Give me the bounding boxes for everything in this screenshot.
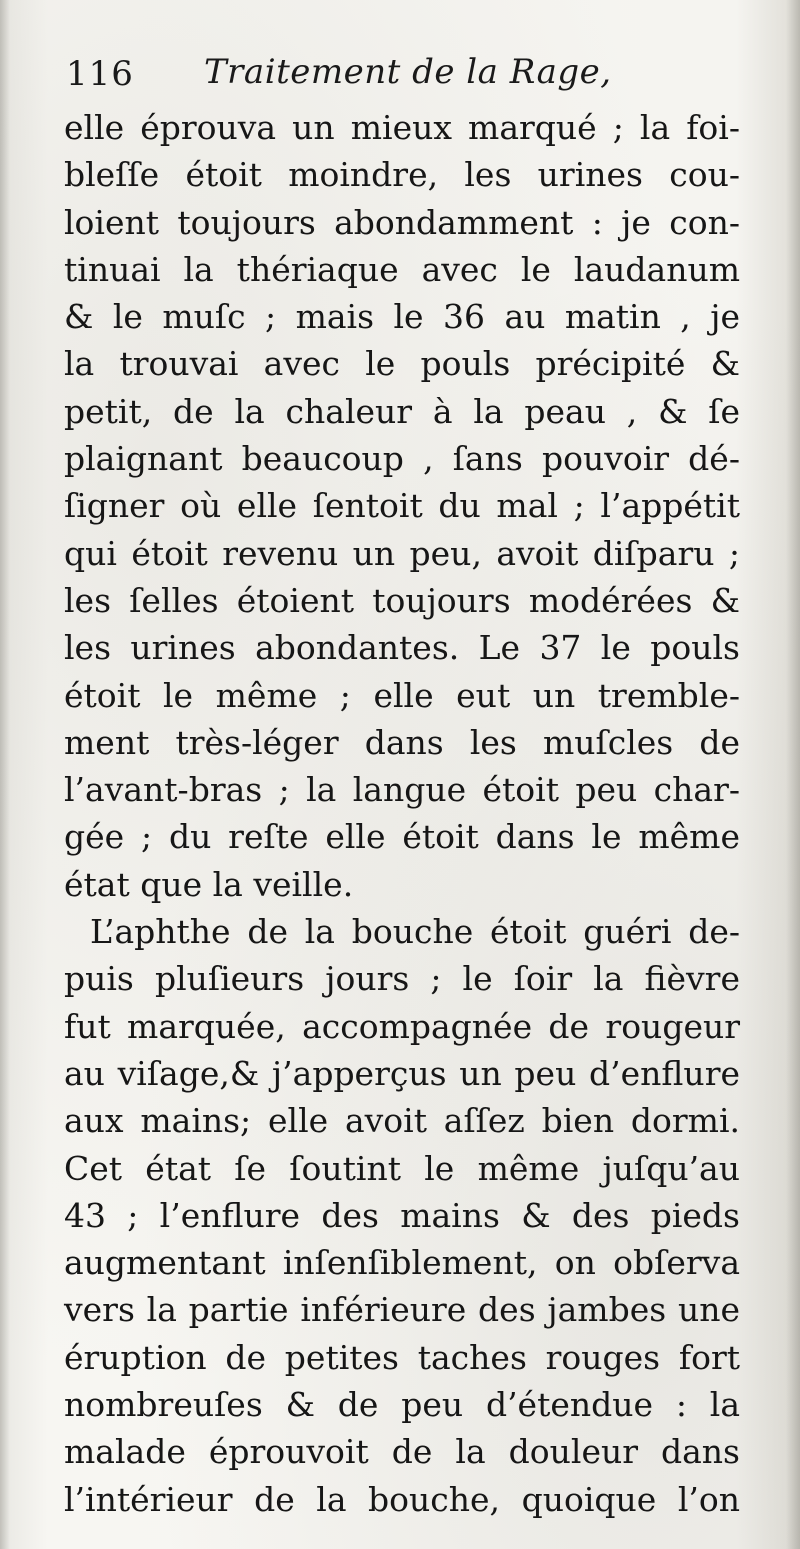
text-line: Cet état ſe ſoutint le même juſqu’au: [64, 1148, 740, 1188]
text-line: petit, de la chaleur à la peau , & ſe: [64, 391, 740, 431]
text-line: les ſelles étoient toujours modérées &: [64, 580, 740, 620]
text-line: ment très-léger dans les muſcles de: [64, 722, 740, 762]
text-line: fut marquée, accompagnée de rougeur: [64, 1006, 740, 1046]
text-line: augmentant inſenſiblement, on obſerva: [64, 1243, 740, 1283]
text-line: la trouvai avec le pouls précipité &: [64, 344, 740, 384]
text-line: état que la veille.: [64, 864, 354, 904]
text-line: malade éprouvoit de la douleur dans: [64, 1432, 740, 1472]
text-line: les urines abondantes. Le 37 le pouls: [64, 628, 740, 668]
text-line: l’intérieur de la bouche, quoique l’on: [64, 1479, 740, 1519]
text-line: L’aphthe de la bouche étoit guéri de-: [90, 912, 740, 952]
page-number: 116: [66, 54, 134, 94]
text-line: & le muſc ; mais le 36 au matin , je: [64, 297, 740, 337]
page-edge-shadow-right: [786, 0, 800, 1549]
running-title: Traitement de la Rage,: [204, 52, 612, 92]
text-line: elle éprouva un mieux marqué ; la foi-: [64, 108, 740, 147]
page-edge-shadow-left: [0, 0, 10, 1549]
text-line: 43 ; l’enflure des mains & des pieds: [64, 1195, 740, 1235]
text-line: bleſſe étoit moindre, les urines cou-: [64, 155, 740, 195]
text-line: qui étoit revenu un peu, avoit diſparu ;: [64, 533, 740, 573]
body-text: [64, 104, 740, 1523]
text-line: étoit le même ; elle eut un tremble-: [64, 675, 740, 715]
text-line: tinuai la thériaque avec le laudanum: [64, 249, 740, 289]
text-line: ſigner où elle ſentoit du mal ; l’appétit: [64, 486, 740, 526]
text-line: puis pluſieurs jours ; le ſoir la fièvre: [64, 959, 740, 999]
text-line: nombreuſes & de peu d’étendue : la: [64, 1385, 740, 1425]
text-line: l’avant-bras ; la langue étoit peu char-: [64, 770, 740, 810]
text-line: vers la partie inférieure des jambes une: [64, 1290, 740, 1330]
text-line: gée ; du reſte elle étoit dans le même: [64, 817, 740, 857]
text-line: éruption de petites taches rouges fort: [64, 1337, 740, 1377]
text-line: plaignant beaucoup , ſans pouvoir dé-: [64, 439, 740, 479]
text-line: loient toujours abondamment : je con-: [64, 202, 740, 242]
text-line: au viſage,& j’apperçus un peu d’enflure: [64, 1053, 740, 1093]
text-line: aux mains; elle avoit aſſez bien dormi.: [64, 1101, 740, 1141]
running-head: [66, 48, 746, 100]
